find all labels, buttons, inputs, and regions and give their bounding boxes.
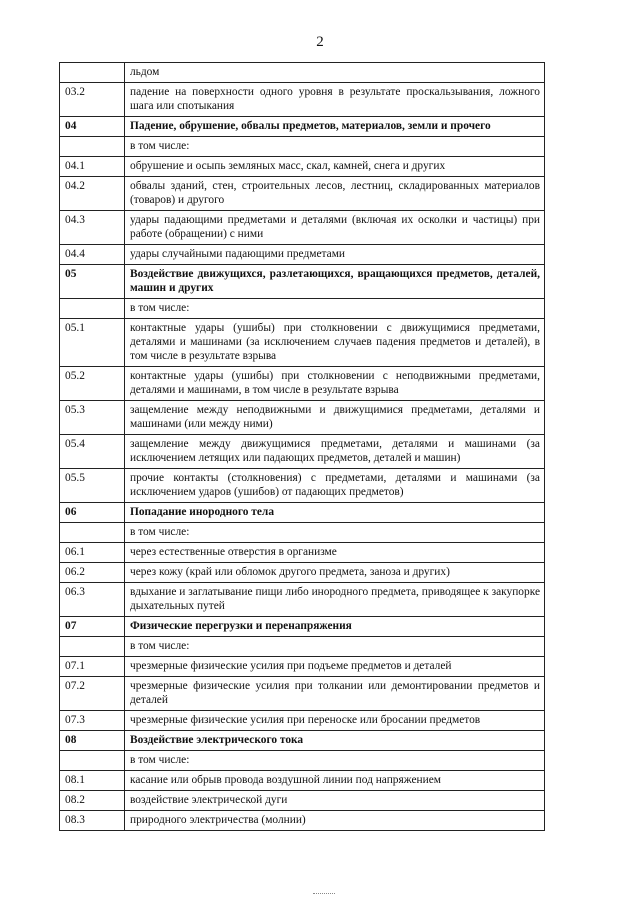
- row-description: защемление между движущимися предметами, деталями и машинами (за исключением летящих или падающих предметов, деталей и машин): [125, 435, 545, 469]
- row-code: 04.1: [60, 157, 125, 177]
- table-row: [60, 751, 545, 771]
- row-code: 05.1: [60, 319, 125, 367]
- row-code: 03.2: [60, 83, 125, 117]
- row-description: удары падающими предметами и деталями (включая их осколки и частицы) при работе (обращении) с ними: [125, 211, 545, 245]
- table-row-category: [60, 265, 545, 299]
- row-description: воздействие электрической дуги: [125, 791, 545, 811]
- row-code: 05.2: [60, 367, 125, 401]
- table-row: [60, 137, 545, 157]
- table-row: [60, 637, 545, 657]
- table-row: [60, 367, 545, 401]
- row-description: в том числе:: [125, 637, 545, 657]
- table-row: [60, 657, 545, 677]
- row-code: 06.3: [60, 583, 125, 617]
- table-row: [60, 401, 545, 435]
- row-description: через естественные отверстия в организме: [125, 543, 545, 563]
- table-row: [60, 63, 545, 83]
- row-description: через кожу (край или обломок другого предмета, заноза и других): [125, 563, 545, 583]
- row-code: 07.3: [60, 711, 125, 731]
- row-code: 08: [60, 731, 125, 751]
- row-code: 06.2: [60, 563, 125, 583]
- row-description: прочие контакты (столкновения) с предметами, деталями и машинами (за исключением ударов (ушибов) от падающих предметов): [125, 469, 545, 503]
- table-row: [60, 583, 545, 617]
- row-description: в том числе:: [125, 523, 545, 543]
- table-row: [60, 677, 545, 711]
- table-row: [60, 469, 545, 503]
- row-code: [60, 137, 125, 157]
- row-description: удары случайными падающими предметами: [125, 245, 545, 265]
- row-description: чрезмерные физические усилия при переноске или бросании предметов: [125, 711, 545, 731]
- table-body: [60, 63, 545, 831]
- table-row: [60, 435, 545, 469]
- row-code: 04: [60, 117, 125, 137]
- row-description: контактные удары (ушибы) при столкновении с движущимися предметами, деталями и машинами (за исключением случаев падения предметов и деталей), в том числе в результате взрыва: [125, 319, 545, 367]
- table-row: [60, 811, 545, 831]
- row-description: обвалы зданий, стен, строительных лесов, лестниц, складированных материалов (товаров) и другого: [125, 177, 545, 211]
- row-code: 07.1: [60, 657, 125, 677]
- row-description: чрезмерные физические усилия при толкании или демонтировании предметов и деталей: [125, 677, 545, 711]
- table-row: [60, 523, 545, 543]
- footer-mark: [313, 893, 335, 896]
- row-description: Падение, обрушение, обвалы предметов, материалов, земли и прочего: [125, 117, 545, 137]
- row-description: защемление между неподвижными и движущимися предметами, деталями и машинами (или между ними): [125, 401, 545, 435]
- row-description: льдом: [125, 63, 545, 83]
- row-code: 08.1: [60, 771, 125, 791]
- table-row: [60, 711, 545, 731]
- row-description: контактные удары (ушибы) при столкновении с неподвижными предметами, деталями и машинами, в том числе в результате взрыва: [125, 367, 545, 401]
- table-row-category: [60, 617, 545, 637]
- row-code: 05.3: [60, 401, 125, 435]
- row-code: [60, 63, 125, 83]
- row-code: 05.4: [60, 435, 125, 469]
- row-code: 07.2: [60, 677, 125, 711]
- row-code: [60, 751, 125, 771]
- row-code: 06: [60, 503, 125, 523]
- row-code: [60, 299, 125, 319]
- row-description: Физические перегрузки и перенапряжения: [125, 617, 545, 637]
- table-row: [60, 543, 545, 563]
- classification-table: [59, 62, 545, 831]
- table-row: [60, 771, 545, 791]
- row-description: Воздействие электрического тока: [125, 731, 545, 751]
- row-description: падение на поверхности одного уровня в результате проскальзывания, ложного шага или спотыкания: [125, 83, 545, 117]
- row-code: 04.4: [60, 245, 125, 265]
- table-row-category: [60, 503, 545, 523]
- table-row: [60, 177, 545, 211]
- row-description: обрушение и осыпь земляных масс, скал, камней, снега и других: [125, 157, 545, 177]
- table-row: [60, 83, 545, 117]
- table-row: [60, 157, 545, 177]
- row-description: в том числе:: [125, 137, 545, 157]
- row-code: 08.2: [60, 791, 125, 811]
- table-row: [60, 791, 545, 811]
- table-row: [60, 319, 545, 367]
- row-description: чрезмерные физические усилия при подъеме предметов и деталей: [125, 657, 545, 677]
- row-code: 05.5: [60, 469, 125, 503]
- row-code: 07: [60, 617, 125, 637]
- row-description: касание или обрыв провода воздушной линии под напряжением: [125, 771, 545, 791]
- table-row-category: [60, 731, 545, 751]
- row-description: вдыхание и заглатывание пищи либо инородного предмета, приводящее к закупорке дыхательных путей: [125, 583, 545, 617]
- row-description: в том числе:: [125, 299, 545, 319]
- row-description: Попадание инородного тела: [125, 503, 545, 523]
- row-code: 05: [60, 265, 125, 299]
- page-number: 2: [316, 34, 324, 50]
- row-code: 04.3: [60, 211, 125, 245]
- row-description: Воздействие движущихся, разлетающихся, вращающихся предметов, деталей, машин и других: [125, 265, 545, 299]
- table-row: [60, 245, 545, 265]
- row-code: [60, 523, 125, 543]
- row-code: 06.1: [60, 543, 125, 563]
- row-description: природного электричества (молнии): [125, 811, 545, 831]
- row-description: в том числе:: [125, 751, 545, 771]
- row-code: 08.3: [60, 811, 125, 831]
- row-code: 04.2: [60, 177, 125, 211]
- table-row: [60, 299, 545, 319]
- row-code: [60, 637, 125, 657]
- table-row-category: [60, 117, 545, 137]
- table-row: [60, 563, 545, 583]
- table-row: [60, 211, 545, 245]
